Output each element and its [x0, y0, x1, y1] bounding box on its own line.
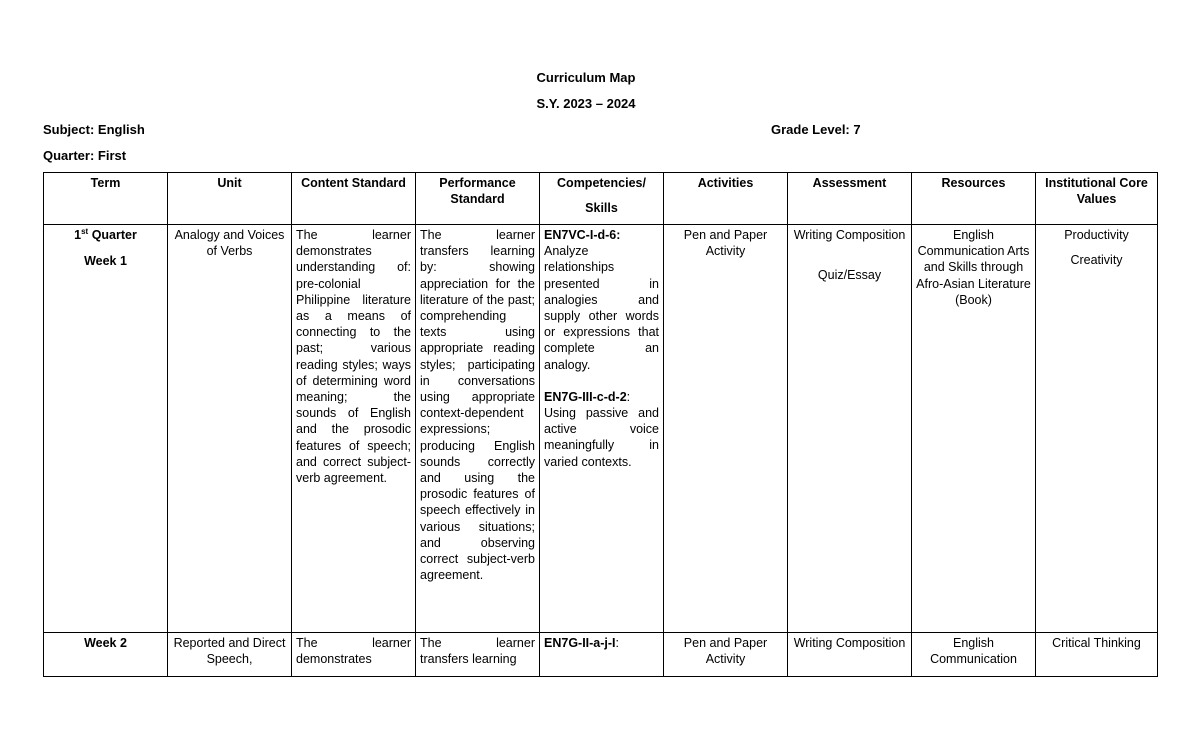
header-assessment: Assessment [788, 173, 912, 225]
term-quarter-suffix: st [81, 226, 89, 236]
competency-code: EN7G-II-a-j-I [544, 636, 616, 650]
header-activities: Activities [664, 173, 788, 225]
cell-performance-standard: The learner transfers learning by: showing appreciation for the literature of the past; comprehending texts using appropriate reading styles; participating in conversations using appropriate context-dependent expressions; producing English sounds correctly and using the prosodic features of speech effectively in various situations; and observing correct subject-verb agreement. [416, 225, 540, 633]
competency-colon: : [626, 389, 631, 404]
school-year: S.Y. 2023 – 2024 [536, 96, 636, 111]
header-performance-standard: Performance Standard [416, 173, 540, 225]
cell-resources: English Communication Arts and Skills through Afro-Asian Literature (Book) [912, 225, 1036, 633]
cell-unit: Reported and Direct Speech, [168, 633, 292, 677]
competency-code-line [544, 389, 659, 405]
competency-code: EN7G-III-c-d-2 [544, 389, 627, 404]
header-competencies-line1: Competencies/ [557, 176, 646, 190]
cell-resources: English Communication [912, 633, 1036, 677]
cell-content-standard: The learner demonstrates understanding of: pre-colonial Philippine literature as a means of connecting to the past; various reading styles; ways of determining word meaning; the sounds of English and the prosodic features of speech; and correct subject-verb agreement. [292, 225, 416, 633]
subject-label: Subject: English [43, 122, 145, 137]
cell-term: Week 2 [44, 633, 168, 677]
assessment-item: Writing Composition [793, 228, 906, 242]
cell-core-values: Critical Thinking [1036, 633, 1158, 677]
competency-code: EN7VC-I-d-6: [544, 228, 621, 242]
document-title: Curriculum Map [536, 70, 636, 85]
cell-term [44, 225, 168, 633]
header-row [44, 173, 1158, 225]
table-row [44, 633, 1158, 677]
curriculum-map-table [43, 172, 1158, 677]
cell-unit: Analogy and Voices of Verbs [168, 225, 292, 633]
term-quarter-word: Quarter [88, 228, 137, 242]
cell-competencies [540, 225, 664, 633]
header-competencies [540, 173, 664, 225]
term-quarter-number: 1 [74, 228, 82, 242]
core-value: Productivity [1064, 228, 1129, 242]
header-competencies-line2: Skills [585, 201, 618, 216]
header-unit: Unit [168, 173, 292, 225]
cell-assessment: Writing Composition [788, 633, 912, 677]
competency-text: Analyze relationships presented in analogies and supply other words or expressions that complete an analogy. [544, 244, 659, 372]
quarter-label: Quarter: First [43, 148, 127, 163]
cell-activities: Pen and Paper Activity [664, 225, 788, 633]
grade-level-label: Grade Level: 7 [771, 122, 861, 137]
table-row [44, 225, 1158, 633]
term-quarter [48, 227, 163, 243]
header-term: Term [44, 173, 168, 225]
competency-colon: : [615, 636, 620, 650]
core-value: Creativity [1070, 253, 1123, 268]
assessment-item: Quiz/Essay [817, 268, 882, 283]
cell-core-values [1036, 225, 1158, 633]
cell-performance-standard: The learner transfers learning [416, 633, 540, 677]
header-core-values: Institutional Core Values [1036, 173, 1158, 225]
cell-competencies [540, 633, 664, 677]
competency-text: Using passive and active voice meaningfully in varied contexts. [544, 406, 659, 469]
header-resources: Resources [912, 173, 1036, 225]
header-content-standard: Content Standard [292, 173, 416, 225]
cell-content-standard: The learner demonstrates [292, 633, 416, 677]
cell-activities: Pen and Paper Activity [664, 633, 788, 677]
cell-assessment [788, 225, 912, 633]
term-week: Week 1 [84, 254, 127, 269]
